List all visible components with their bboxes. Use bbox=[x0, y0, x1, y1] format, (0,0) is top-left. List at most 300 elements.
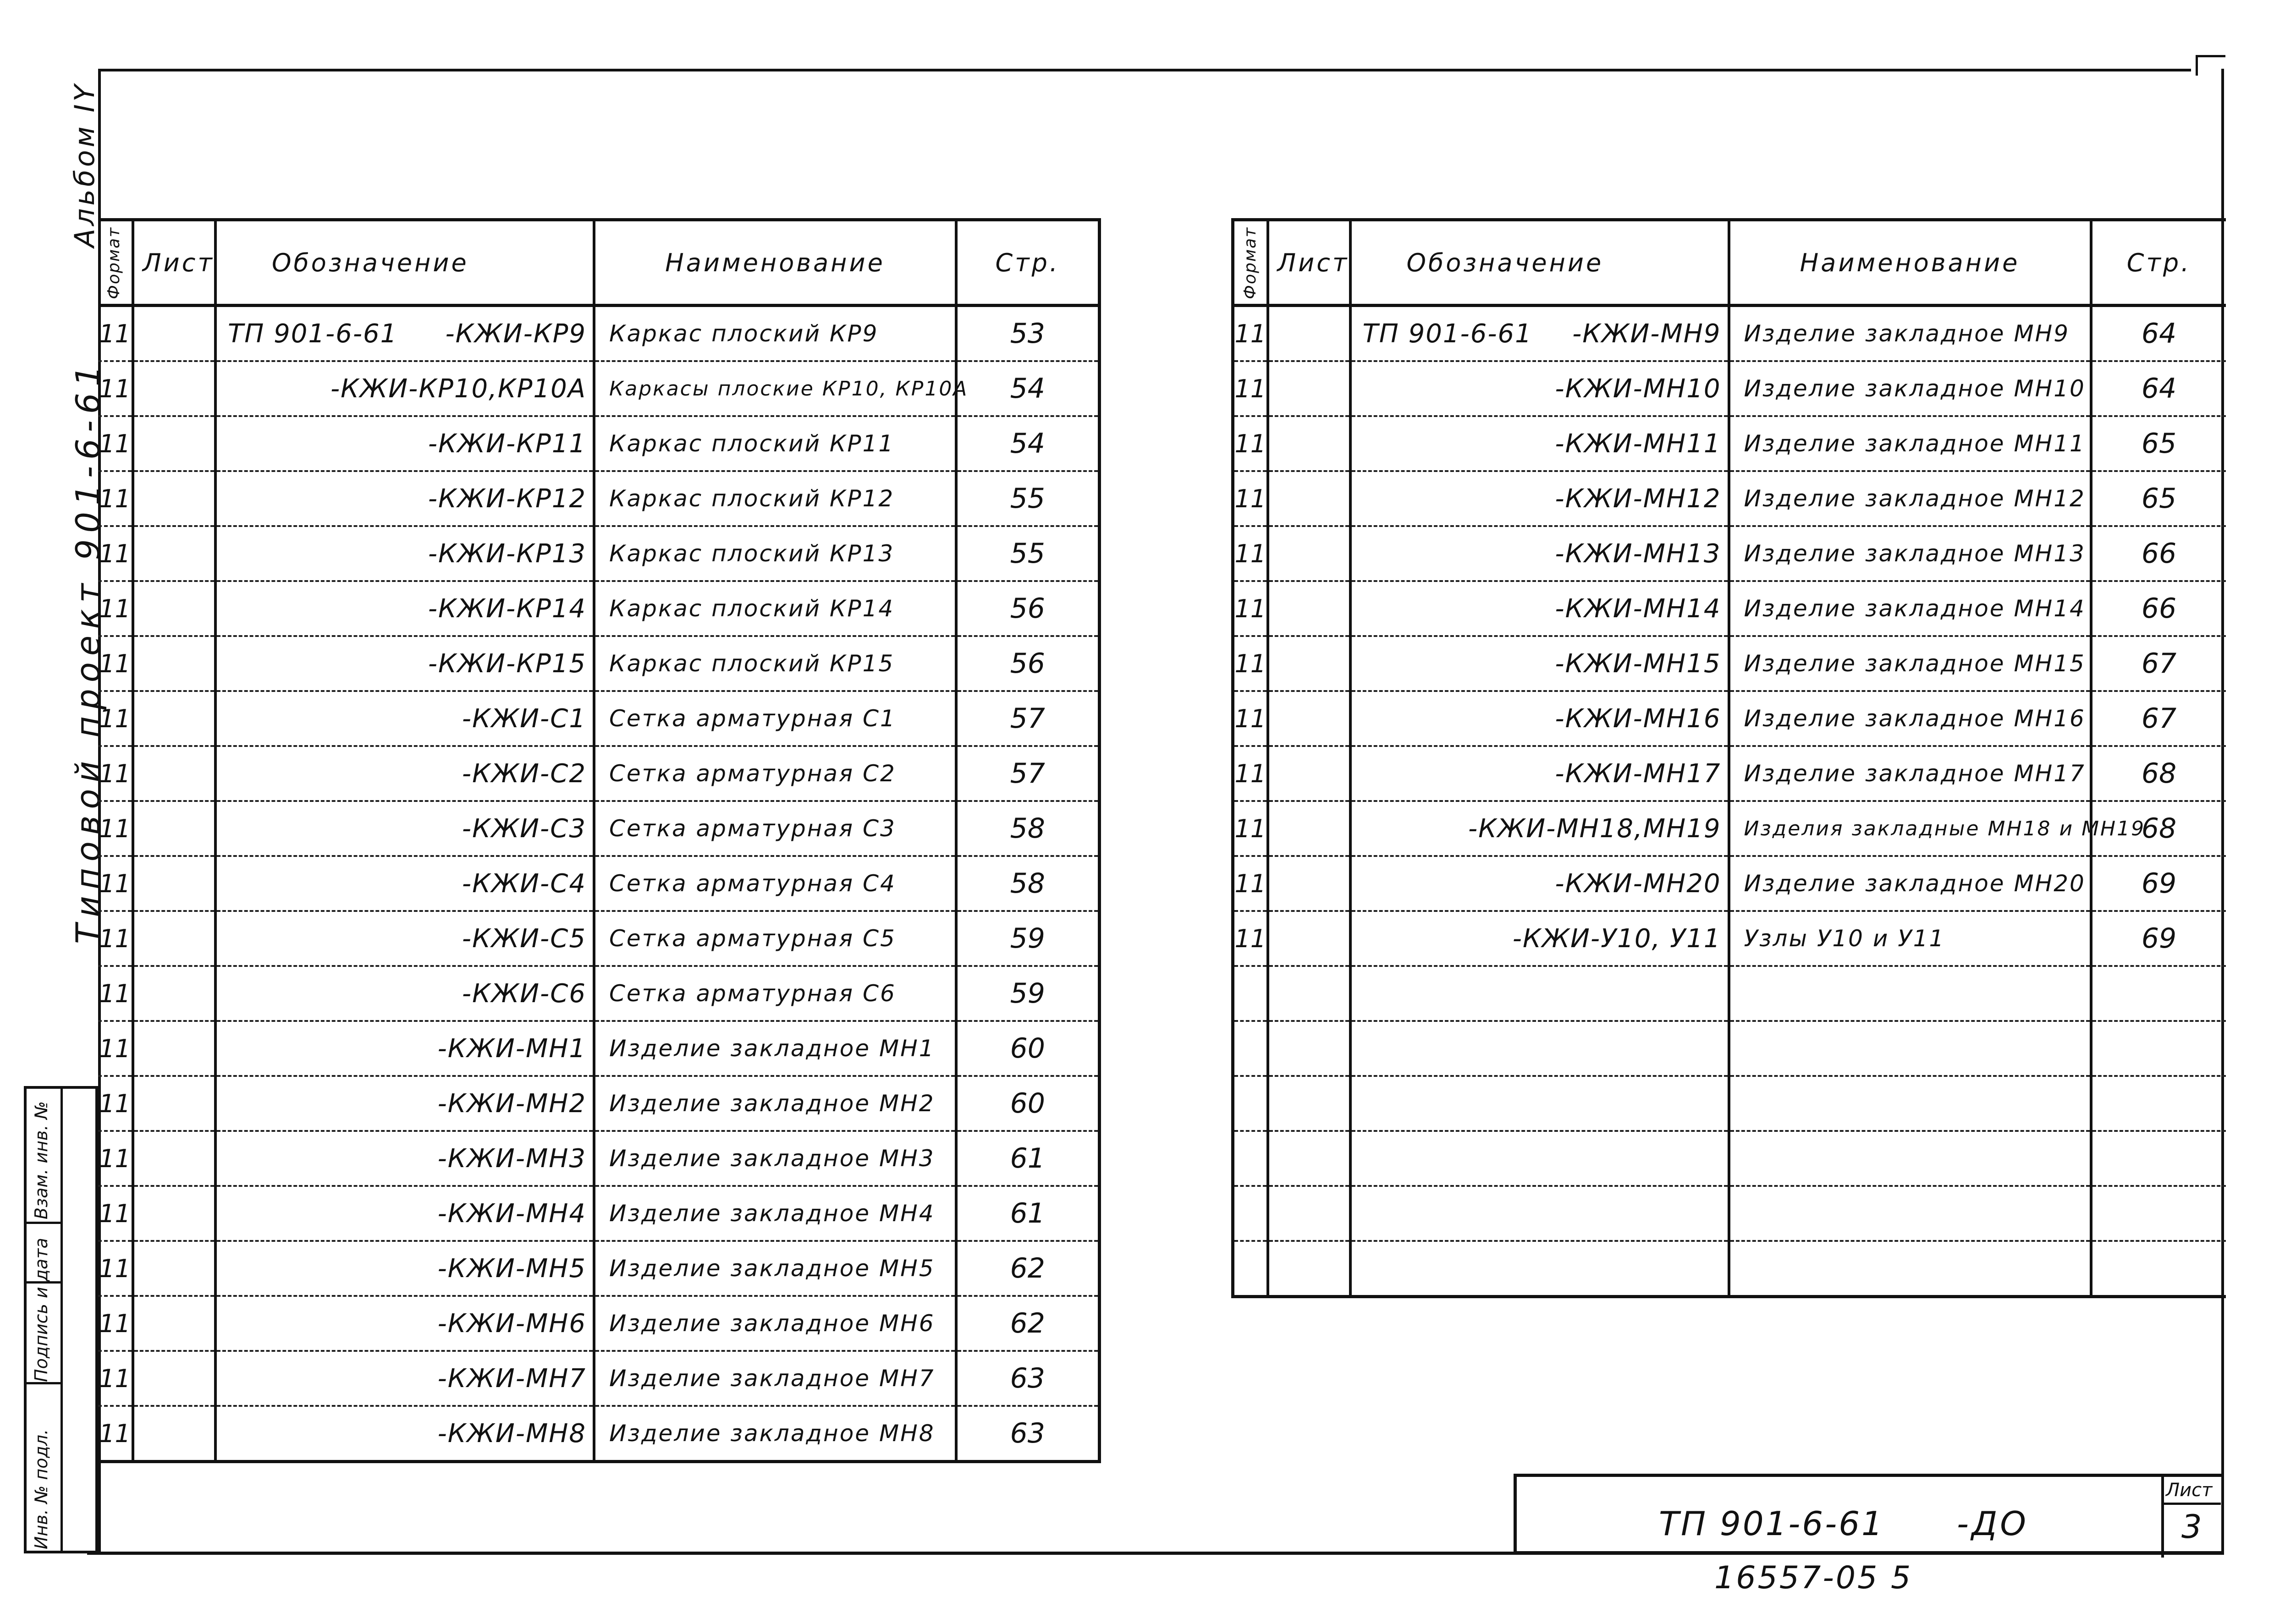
left-row-sheet bbox=[134, 1132, 214, 1185]
right-row-name: Узлы У10 и У11 bbox=[1744, 925, 1945, 952]
right-row-sheet bbox=[1269, 692, 1349, 745]
stamp-inv-original: Инв. № подл. bbox=[31, 1429, 51, 1549]
right-row-format: 11 bbox=[1234, 704, 1266, 733]
left-designation-wrap bbox=[217, 1352, 593, 1405]
right-row-format bbox=[1234, 1077, 1266, 1130]
right-row-designation: -КЖИ-МН20 bbox=[1555, 868, 1721, 899]
right-row-sheet bbox=[1269, 1022, 1349, 1075]
left-row-page: 59 bbox=[1010, 977, 1045, 1010]
right-designation-wrap bbox=[1352, 802, 1728, 855]
left-sheet-cell bbox=[133, 1131, 215, 1186]
right-row-designation: -КЖИ-У10, У11 bbox=[1512, 923, 1721, 954]
left-row-designation: -КЖИ-КР11 bbox=[428, 428, 586, 459]
right-row-format: 11 bbox=[1234, 374, 1266, 403]
right-row-page bbox=[2092, 1077, 2226, 1130]
left-row-designation: -КЖИ-КР13 bbox=[428, 538, 586, 569]
right-row-prefix: ТП 901-6-61 bbox=[1362, 318, 1532, 349]
left-sheet-cell bbox=[133, 1186, 215, 1241]
left-row-format: 11 bbox=[99, 869, 131, 898]
left-designation-cell bbox=[215, 471, 594, 526]
right-name-cell bbox=[1729, 361, 2091, 416]
left-page-cell bbox=[956, 966, 1099, 1021]
right-table-row bbox=[1233, 526, 2226, 581]
left-page-cell bbox=[956, 1131, 1099, 1186]
right-table-row bbox=[1233, 911, 2226, 966]
left-designation-cell bbox=[215, 526, 594, 581]
right-contents-table bbox=[1231, 218, 2226, 1298]
right-page-cell bbox=[2091, 1021, 2226, 1076]
left-row-designation: -КЖИ-МН6 bbox=[437, 1308, 586, 1339]
right-row-page bbox=[2092, 967, 2226, 1020]
left-row-page: 58 bbox=[1010, 812, 1045, 845]
left-row-name: Сетка арматурная С2 bbox=[609, 760, 896, 787]
project-label: Типовой проект 901-6-61 bbox=[69, 359, 107, 944]
right-designation-cell bbox=[1350, 911, 1729, 966]
right-name-cell bbox=[1729, 856, 2091, 911]
right-row-name bbox=[1730, 1132, 2090, 1185]
right-row-page: 65 bbox=[2141, 428, 2177, 460]
right-table-row bbox=[1233, 471, 2226, 526]
left-row-sheet bbox=[134, 637, 214, 690]
left-designation-wrap bbox=[217, 967, 593, 1020]
right-row-sheet bbox=[1269, 637, 1349, 690]
left-designation-cell bbox=[215, 1241, 594, 1296]
left-page-cell bbox=[956, 361, 1099, 416]
left-row-name: Изделие закладное МН8 bbox=[609, 1420, 935, 1447]
bottom-number: 16557-05 5 bbox=[1714, 1560, 1913, 1596]
left-designation-wrap bbox=[217, 1297, 593, 1350]
left-table-row bbox=[98, 636, 1099, 691]
right-designation-cell bbox=[1350, 581, 1729, 636]
right-row-format: 11 bbox=[1234, 484, 1266, 513]
left-row-format: 11 bbox=[99, 1254, 131, 1283]
right-table-row bbox=[1233, 746, 2226, 801]
right-page-cell bbox=[2091, 1241, 2226, 1297]
right-row-name: Изделие закладное МН16 bbox=[1744, 705, 2086, 732]
left-name-cell bbox=[594, 361, 969, 416]
left-row-name: Изделие закладное МН2 bbox=[609, 1090, 935, 1117]
left-row-name: Изделие закладное МН5 bbox=[609, 1255, 935, 1282]
left-designation-wrap bbox=[217, 527, 593, 580]
right-name-cell bbox=[1729, 526, 2091, 581]
right-page-cell bbox=[2091, 416, 2226, 471]
left-designation-cell bbox=[215, 1021, 594, 1076]
left-row-format: 11 bbox=[99, 1144, 131, 1173]
left-row-format: 11 bbox=[99, 1034, 131, 1063]
right-row-designation: -КЖИ-МН17 bbox=[1555, 758, 1721, 789]
left-row-name: Каркас плоский КР14 bbox=[609, 595, 895, 622]
left-page-cell bbox=[956, 581, 1099, 636]
left-row-format: 11 bbox=[99, 924, 131, 953]
left-row-sheet bbox=[134, 802, 214, 855]
left-row-designation: -КЖИ-КР15 bbox=[428, 648, 586, 679]
left-row-format: 11 bbox=[99, 1309, 131, 1338]
left-row-designation: -КЖИ-КР12 bbox=[428, 483, 586, 514]
right-designation-wrap bbox=[1352, 1022, 1728, 1075]
left-page-cell bbox=[956, 1406, 1099, 1462]
right-table-row bbox=[1233, 1021, 2226, 1076]
left-name-cell bbox=[594, 1131, 956, 1186]
right-row-sheet bbox=[1269, 472, 1349, 525]
right-format-cell bbox=[1233, 801, 1268, 856]
right-designation-cell bbox=[1350, 306, 1729, 362]
left-format-cell bbox=[98, 471, 133, 526]
right-page-cell bbox=[2091, 361, 2226, 416]
left-row-sheet bbox=[134, 307, 214, 360]
left-designation-cell bbox=[215, 801, 594, 856]
right-sheet-cell bbox=[1268, 1131, 1350, 1186]
left-designation-cell bbox=[215, 966, 594, 1021]
left-page-cell bbox=[956, 801, 1099, 856]
left-row-sheet bbox=[134, 1352, 214, 1405]
right-row-sheet bbox=[1269, 307, 1349, 360]
right-row-designation: -КЖИ-МН18,МН19 bbox=[1468, 813, 1721, 844]
left-row-sheet bbox=[134, 857, 214, 910]
right-row-page bbox=[2092, 1132, 2226, 1185]
left-page-cell bbox=[956, 856, 1099, 911]
left-page-cell bbox=[956, 306, 1099, 362]
left-table-row bbox=[98, 581, 1099, 636]
left-header-name-cell bbox=[594, 220, 956, 306]
right-name-cell bbox=[1729, 911, 2091, 966]
right-format-cell bbox=[1233, 911, 1268, 966]
right-row-designation: -КЖИ-МН15 bbox=[1555, 648, 1721, 679]
left-page-cell bbox=[956, 471, 1099, 526]
left-row-name: Каркас плоский КР12 bbox=[609, 485, 895, 512]
right-format-cell bbox=[1233, 581, 1268, 636]
left-header-format: Формат bbox=[105, 226, 123, 299]
right-row-name: Изделие закладное МН20 bbox=[1744, 870, 2086, 897]
right-row-format: 11 bbox=[1234, 319, 1266, 348]
left-name-cell bbox=[594, 581, 956, 636]
right-name-cell bbox=[1729, 416, 2091, 471]
right-row-name: Изделие закладное МН15 bbox=[1744, 650, 2086, 677]
left-table-row bbox=[98, 1021, 1099, 1076]
right-table-row bbox=[1233, 306, 2226, 362]
left-row-name: Изделие закладное МН4 bbox=[609, 1200, 935, 1227]
left-row-name: Сетка арматурная С6 bbox=[609, 980, 896, 1007]
left-row-page: 56 bbox=[1010, 647, 1045, 680]
left-sheet-cell bbox=[133, 1076, 215, 1131]
right-sheet-cell bbox=[1268, 1241, 1350, 1297]
album-label: Альбом IY bbox=[69, 82, 101, 247]
right-table-row bbox=[1233, 691, 2226, 746]
right-row-designation: -КЖИ-МН11 bbox=[1555, 428, 1721, 459]
left-row-designation: -КЖИ-МН7 bbox=[437, 1363, 586, 1394]
right-name-cell bbox=[1729, 1241, 2091, 1297]
left-designation-cell bbox=[215, 1131, 594, 1186]
right-row-designation: -КЖИ-МН16 bbox=[1555, 703, 1721, 734]
left-designation-cell bbox=[215, 636, 594, 691]
left-name-cell bbox=[594, 1351, 956, 1406]
right-header-sheet: Лист bbox=[1277, 248, 1349, 277]
right-row-page: 65 bbox=[2141, 483, 2177, 515]
right-row-sheet bbox=[1269, 967, 1349, 1020]
right-page-cell bbox=[2091, 856, 2226, 911]
left-designation-cell bbox=[215, 1186, 594, 1241]
left-designation-cell bbox=[215, 746, 594, 801]
right-table-row bbox=[1233, 856, 2226, 911]
right-row-name: Изделие закладное МН13 bbox=[1744, 540, 2086, 567]
right-row-name bbox=[1730, 1077, 2090, 1130]
right-sheet-cell bbox=[1268, 471, 1350, 526]
left-row-format: 11 bbox=[99, 704, 131, 733]
right-table-row bbox=[1233, 636, 2226, 691]
left-sheet-cell bbox=[133, 911, 215, 966]
left-row-format: 11 bbox=[99, 539, 131, 568]
left-header-page: Стр. bbox=[995, 248, 1060, 277]
right-format-cell bbox=[1233, 1131, 1268, 1186]
left-table-row bbox=[98, 746, 1099, 801]
left-table-row bbox=[98, 691, 1099, 746]
right-page-cell bbox=[2091, 966, 2226, 1021]
right-page-cell bbox=[2091, 1186, 2226, 1241]
left-row-designation: -КЖИ-МН3 bbox=[437, 1143, 586, 1174]
right-row-designation: -КЖИ-МН14 bbox=[1555, 593, 1721, 624]
left-row-sheet bbox=[134, 1242, 214, 1295]
right-table-row bbox=[1233, 966, 2226, 1021]
left-designation-wrap bbox=[217, 747, 593, 800]
left-name-cell bbox=[594, 691, 956, 746]
left-sheet-cell bbox=[133, 526, 215, 581]
left-row-name: Сетка арматурная С4 bbox=[609, 870, 896, 897]
left-row-sheet bbox=[134, 527, 214, 580]
left-row-page: 53 bbox=[1010, 318, 1045, 350]
left-format-cell bbox=[98, 1131, 133, 1186]
right-row-name: Изделие закладное МН12 bbox=[1744, 485, 2086, 512]
left-designation-cell bbox=[215, 1076, 594, 1131]
left-format-cell bbox=[98, 691, 133, 746]
left-header-sheet: Лист bbox=[143, 248, 215, 277]
left-format-cell bbox=[98, 526, 133, 581]
left-row-name: Изделие закладное МН3 bbox=[609, 1145, 935, 1172]
right-name-cell bbox=[1729, 746, 2091, 801]
right-format-cell bbox=[1233, 526, 1268, 581]
left-row-prefix: ТП 901-6-61 bbox=[228, 318, 398, 349]
right-row-sheet bbox=[1269, 417, 1349, 470]
right-name-cell bbox=[1729, 691, 2091, 746]
left-designation-wrap bbox=[217, 362, 593, 415]
left-header-designation: Обозначение bbox=[272, 248, 469, 277]
left-row-sheet bbox=[134, 472, 214, 525]
left-format-cell bbox=[98, 1241, 133, 1296]
right-table-row bbox=[1233, 581, 2226, 636]
right-page-cell bbox=[2091, 471, 2226, 526]
right-row-designation: -КЖИ-МН12 bbox=[1555, 483, 1721, 514]
right-header-page: Стр. bbox=[2126, 248, 2191, 277]
right-table-row bbox=[1233, 1076, 2226, 1131]
left-designation-cell bbox=[215, 1296, 594, 1351]
right-row-page: 67 bbox=[2141, 647, 2177, 680]
right-sheet-cell bbox=[1268, 856, 1350, 911]
right-designation-wrap bbox=[1352, 307, 1728, 360]
right-row-name: Изделие закладное МН17 bbox=[1744, 760, 2086, 787]
left-page-cell bbox=[956, 1296, 1099, 1351]
right-table-row bbox=[1233, 416, 2226, 471]
left-row-format: 11 bbox=[99, 759, 131, 788]
left-row-sheet bbox=[134, 362, 214, 415]
left-designation-wrap bbox=[217, 1077, 593, 1130]
left-row-format: 11 bbox=[99, 1199, 131, 1228]
left-row-designation: -КЖИ-КР9 bbox=[445, 318, 586, 349]
left-row-page: 63 bbox=[1010, 1417, 1045, 1449]
left-row-name: Изделие закладное МН1 bbox=[609, 1035, 935, 1062]
right-row-sheet bbox=[1269, 747, 1349, 800]
left-sheet-cell bbox=[133, 746, 215, 801]
left-designation-cell bbox=[215, 1351, 594, 1406]
right-page-cell bbox=[2091, 1131, 2226, 1186]
left-name-cell bbox=[594, 526, 956, 581]
right-row-format bbox=[1234, 967, 1266, 1020]
left-name-cell bbox=[594, 1186, 956, 1241]
left-row-sheet bbox=[134, 582, 214, 635]
left-row-designation: -КЖИ-МН2 bbox=[437, 1088, 586, 1119]
right-header-row bbox=[1233, 220, 2226, 306]
left-table-row bbox=[98, 856, 1099, 911]
right-table-row bbox=[1233, 1131, 2226, 1186]
left-header-row bbox=[98, 220, 1099, 306]
right-row-name: Изделие закладное МН10 bbox=[1744, 375, 2086, 402]
right-row-name bbox=[1730, 1242, 2090, 1295]
left-sheet-cell bbox=[133, 306, 215, 362]
left-table-row bbox=[98, 1131, 1099, 1186]
right-designation-wrap bbox=[1352, 1077, 1728, 1130]
right-name-cell bbox=[1729, 581, 2091, 636]
left-designation-cell bbox=[215, 581, 594, 636]
left-name-cell bbox=[594, 471, 956, 526]
right-row-format: 11 bbox=[1234, 649, 1266, 678]
left-row-name: Сетка арматурная С5 bbox=[609, 925, 896, 952]
right-header-designation: Обозначение bbox=[1406, 248, 1604, 277]
right-sheet-cell bbox=[1268, 636, 1350, 691]
right-designation-wrap bbox=[1352, 637, 1728, 690]
left-designation-wrap bbox=[217, 472, 593, 525]
left-designation-cell bbox=[215, 416, 594, 471]
right-header-name: Наименование bbox=[1800, 248, 2020, 277]
right-row-name bbox=[1730, 1187, 2090, 1240]
left-sheet-cell bbox=[133, 1241, 215, 1296]
left-name-cell bbox=[594, 801, 956, 856]
left-name-cell bbox=[594, 911, 956, 966]
right-name-cell bbox=[1729, 471, 2091, 526]
right-format-cell bbox=[1233, 856, 1268, 911]
left-sheet-cell bbox=[133, 856, 215, 911]
left-name-cell bbox=[594, 746, 956, 801]
right-row-format bbox=[1234, 1132, 1266, 1185]
right-row-sheet bbox=[1269, 1242, 1349, 1295]
right-format-cell bbox=[1233, 636, 1268, 691]
right-header-designation-cell bbox=[1350, 220, 1729, 306]
left-row-name: Изделие закладное МН7 bbox=[609, 1365, 935, 1392]
left-table-row bbox=[98, 416, 1099, 471]
left-name-cell bbox=[594, 1241, 956, 1296]
left-row-designation: -КЖИ-КР10,КР10А bbox=[330, 373, 586, 404]
right-row-sheet bbox=[1269, 362, 1349, 415]
right-name-cell bbox=[1729, 1076, 2091, 1131]
left-row-sheet bbox=[134, 417, 214, 470]
left-row-format: 11 bbox=[99, 1419, 131, 1448]
left-header-designation-cell bbox=[215, 220, 594, 306]
left-table-row bbox=[98, 911, 1099, 966]
left-page-cell bbox=[956, 1241, 1099, 1296]
right-row-format bbox=[1234, 1187, 1266, 1240]
left-table-row bbox=[98, 801, 1099, 856]
right-row-page: 69 bbox=[2141, 922, 2177, 955]
left-format-cell bbox=[98, 1351, 133, 1406]
left-row-designation: -КЖИ-МН1 bbox=[437, 1033, 586, 1064]
right-page-cell bbox=[2091, 911, 2226, 966]
left-designation-wrap bbox=[217, 802, 593, 855]
side-stamp bbox=[24, 1086, 98, 1553]
right-format-cell bbox=[1233, 966, 1268, 1021]
left-table-row bbox=[98, 1241, 1099, 1296]
left-table-row bbox=[98, 361, 1099, 416]
right-row-format: 11 bbox=[1234, 814, 1266, 843]
left-format-cell bbox=[98, 1406, 133, 1462]
left-contents-table bbox=[98, 218, 1101, 1463]
left-table-row bbox=[98, 1076, 1099, 1131]
right-designation-cell bbox=[1350, 966, 1729, 1021]
right-designation-wrap bbox=[1352, 417, 1728, 470]
right-name-cell bbox=[1729, 1186, 2091, 1241]
left-designation-cell bbox=[215, 691, 594, 746]
left-row-name: Каркас плоский КР15 bbox=[609, 650, 895, 677]
right-designation-cell bbox=[1350, 1241, 1729, 1297]
left-format-cell bbox=[98, 1076, 133, 1131]
right-row-page bbox=[2092, 1242, 2226, 1295]
right-row-page: 66 bbox=[2141, 593, 2177, 625]
right-header-format: Формат bbox=[1241, 226, 1260, 299]
left-row-format: 11 bbox=[99, 979, 131, 1008]
right-page-cell bbox=[2091, 746, 2226, 801]
right-page-cell bbox=[2091, 526, 2226, 581]
right-page-cell bbox=[2091, 581, 2226, 636]
left-table-row bbox=[98, 966, 1099, 1021]
frame-top-line bbox=[101, 69, 2191, 71]
left-row-designation: -КЖИ-МН5 bbox=[437, 1253, 586, 1284]
right-designation-cell bbox=[1350, 471, 1729, 526]
left-sheet-cell bbox=[133, 471, 215, 526]
left-row-format: 11 bbox=[99, 814, 131, 843]
right-row-page: 64 bbox=[2141, 373, 2177, 405]
left-designation-cell bbox=[215, 856, 594, 911]
left-row-designation: -КЖИ-С4 bbox=[462, 868, 586, 899]
right-designation-cell bbox=[1350, 1186, 1729, 1241]
left-row-page: 61 bbox=[1010, 1197, 1045, 1229]
left-page-cell bbox=[956, 526, 1099, 581]
right-designation-cell bbox=[1350, 1131, 1729, 1186]
left-page-cell bbox=[956, 1021, 1099, 1076]
left-name-cell bbox=[594, 1021, 956, 1076]
title-block bbox=[1514, 1474, 2221, 1554]
left-row-page: 60 bbox=[1010, 1087, 1045, 1119]
right-format-cell bbox=[1233, 416, 1268, 471]
left-sheet-cell bbox=[133, 361, 215, 416]
right-name-cell bbox=[1729, 1021, 2091, 1076]
right-designation-cell bbox=[1350, 856, 1729, 911]
right-page-cell bbox=[2091, 691, 2226, 746]
left-format-cell bbox=[98, 361, 133, 416]
right-row-sheet bbox=[1269, 1187, 1349, 1240]
right-row-sheet bbox=[1269, 527, 1349, 580]
left-row-sheet bbox=[134, 1187, 214, 1240]
left-sheet-cell bbox=[133, 691, 215, 746]
right-row-designation: -КЖИ-МН13 bbox=[1555, 538, 1721, 569]
right-row-page: 66 bbox=[2141, 538, 2177, 570]
left-row-format: 11 bbox=[99, 429, 131, 458]
left-row-page: 61 bbox=[1010, 1142, 1045, 1174]
right-sheet-cell bbox=[1268, 911, 1350, 966]
